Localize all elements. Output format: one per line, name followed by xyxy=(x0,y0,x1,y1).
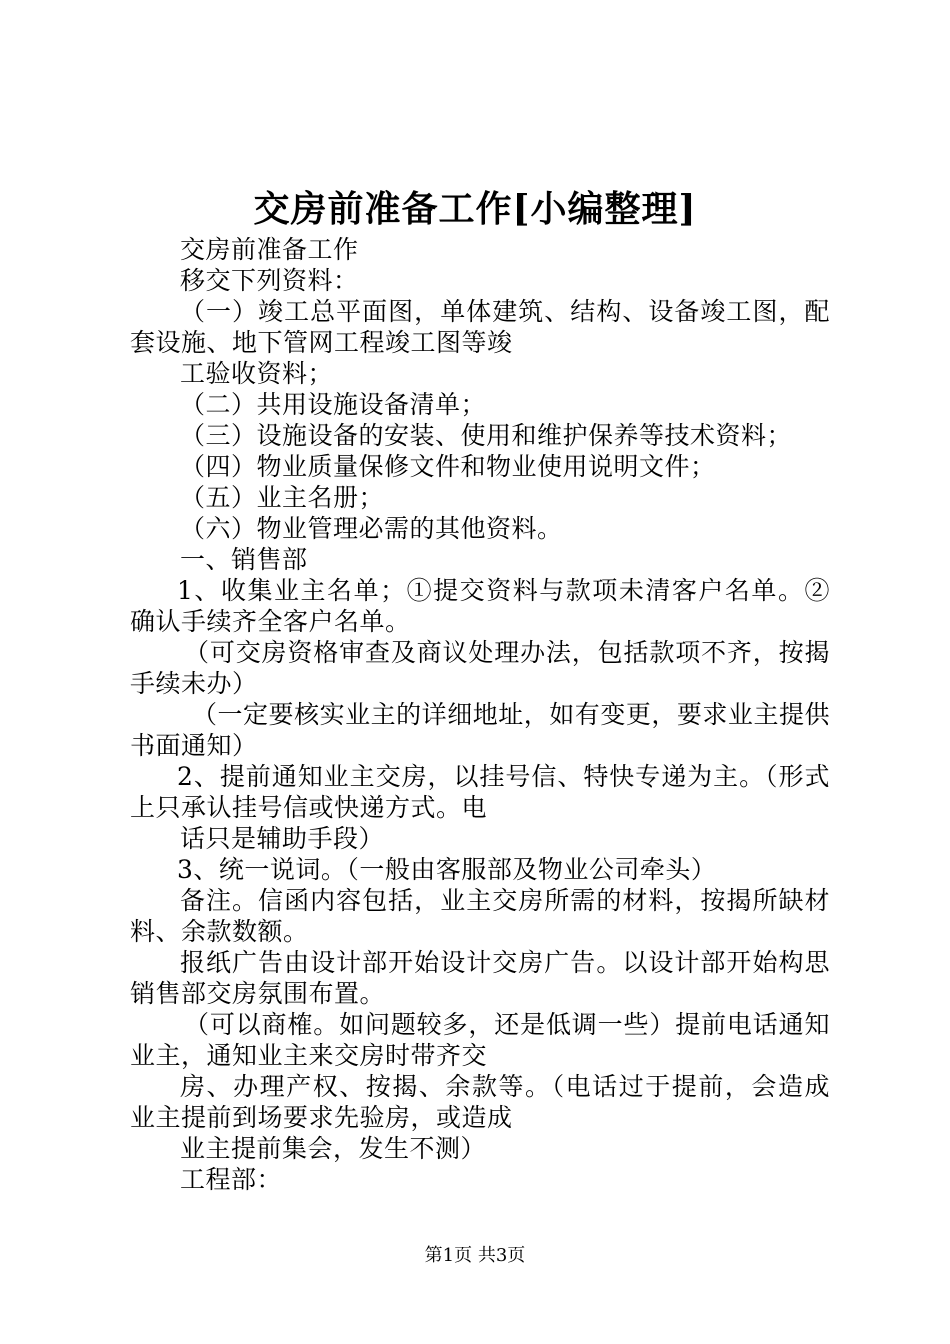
document-body xyxy=(130,234,830,1195)
paragraph: 房、办理产权、按揭、余款等。（电话过于提前，会造成业主提前到场要求先验房，或造成 xyxy=(130,1072,830,1132)
paragraph: （二）共用设施设备清单； xyxy=(180,390,487,419)
paragraph: （三）设施设备的安装、使用和维护保养等技术资料； xyxy=(180,421,793,450)
paragraph: （可以商榷。如问题较多，还是低调一些）提前电话通知业主，通知业主来交房时带齐交 xyxy=(130,1010,830,1070)
paragraph: （六）物业管理必需的其他资料。 xyxy=(180,514,563,543)
paragraph: 2、提前通知业主交房，以挂号信、特快专递为主。（形式上只承认挂号信或快递方式。电 xyxy=(130,762,830,822)
paragraph: 业主提前集会，发生不测） xyxy=(180,1134,487,1163)
paragraph: 报纸广告由设计部开始设计交房广告。以设计部开始构思销售部交房氛围布置。 xyxy=(130,948,830,1008)
paragraph: （一定要核实业主的详细地址，如有变更，要求业主提供书面通知） xyxy=(130,700,830,760)
section-heading: 一、销售部 xyxy=(180,545,308,574)
paragraph: 话只是辅助手段） xyxy=(180,824,385,853)
document-title: 交房前准备工作[小编整理] xyxy=(253,188,697,230)
paragraph: 工验收资料； xyxy=(180,359,334,388)
paragraph: （五）业主名册； xyxy=(180,483,385,512)
paragraph: （可交房资格审查及商议处理办法，包括款项不齐，按揭手续未办） xyxy=(130,638,830,698)
section-heading: 工程部： xyxy=(180,1165,283,1194)
paragraph: 备注。信函内容包括，业主交房所需的材料，按揭所缺材料、余款数额。 xyxy=(130,886,830,946)
paragraph: 交房前准备工作 xyxy=(180,235,359,264)
paragraph: （一）竣工总平面图，单体建筑、结构、设备竣工图，配套设施、地下管网工程竣工图等竣 xyxy=(130,297,830,357)
paragraph: （四）物业质量保修文件和物业使用说明文件； xyxy=(180,452,716,481)
paragraph: 移交下列资料： xyxy=(180,266,359,295)
paragraph: 1、收集业主名单；①提交资料与款项未清客户名单。②确认手续齐全客户名单。 xyxy=(130,576,830,636)
page-footer: 第1页 共3页 xyxy=(424,1245,526,1266)
paragraph: 3、统一说词。（一般由客服部及物业公司牵头） xyxy=(177,855,717,884)
